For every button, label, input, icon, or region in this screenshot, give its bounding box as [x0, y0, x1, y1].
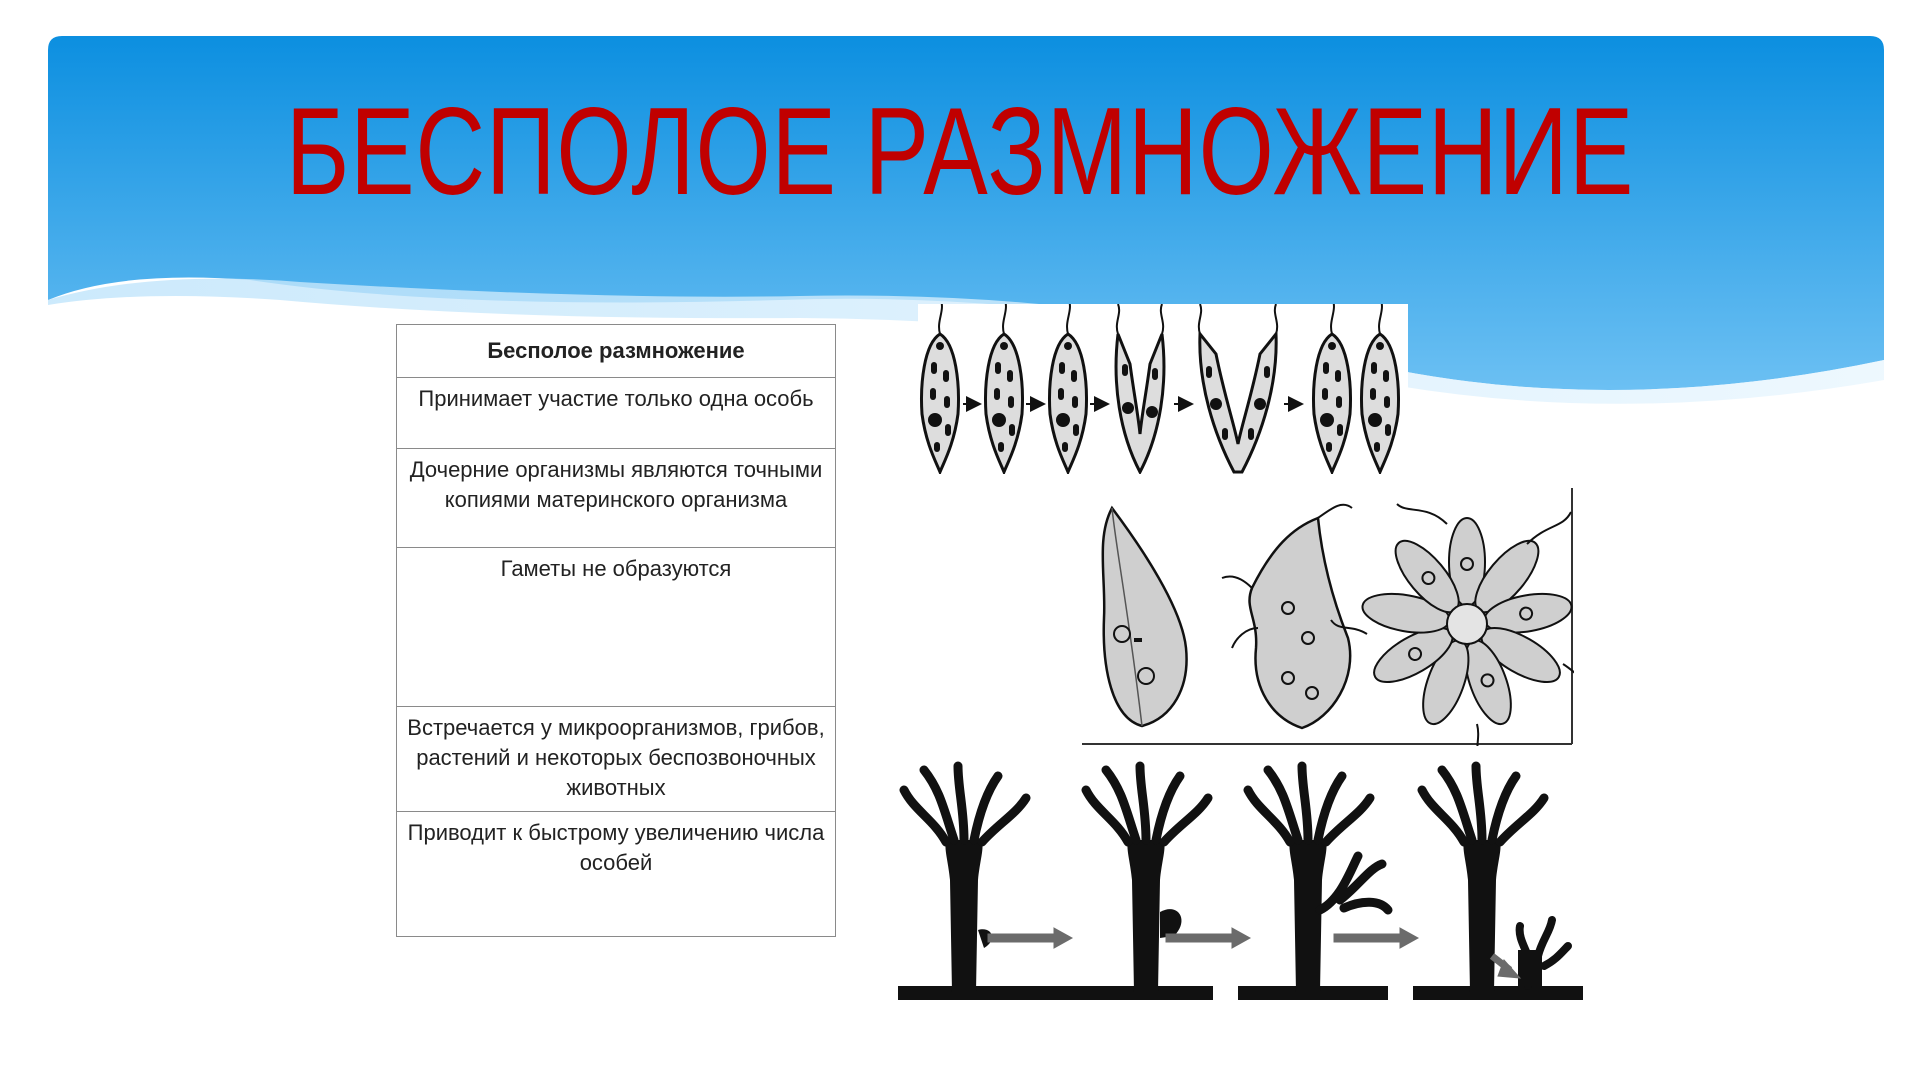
- hydra-budding-illustration: [888, 760, 1588, 1010]
- table-row: Приводит к быстрому увеличению числа особей: [397, 812, 836, 937]
- table-row: Принимает участие только одна особь: [397, 378, 836, 449]
- table-row: Гаметы не образуются: [397, 548, 836, 707]
- table-header: Бесполое размножение: [397, 325, 836, 378]
- table-row: Встречается у микроорганизмов, грибов, растений и некоторых беспозвоночных животных: [397, 707, 836, 812]
- hydra-drawing: [888, 760, 1588, 1010]
- euglena-division-illustration: [918, 304, 1408, 474]
- comparison-table: [396, 324, 836, 937]
- euglena-drawing: [918, 304, 1408, 474]
- slide-title: БЕСПОЛОЕ РАЗМНОЖЕНИЕ: [285, 83, 1635, 221]
- trypanosome-drawing: [1082, 488, 1574, 746]
- trypanosome-fission-illustration: [1082, 488, 1574, 746]
- table-row: Дочерние организмы являются точными копиями материнского организма: [397, 449, 836, 548]
